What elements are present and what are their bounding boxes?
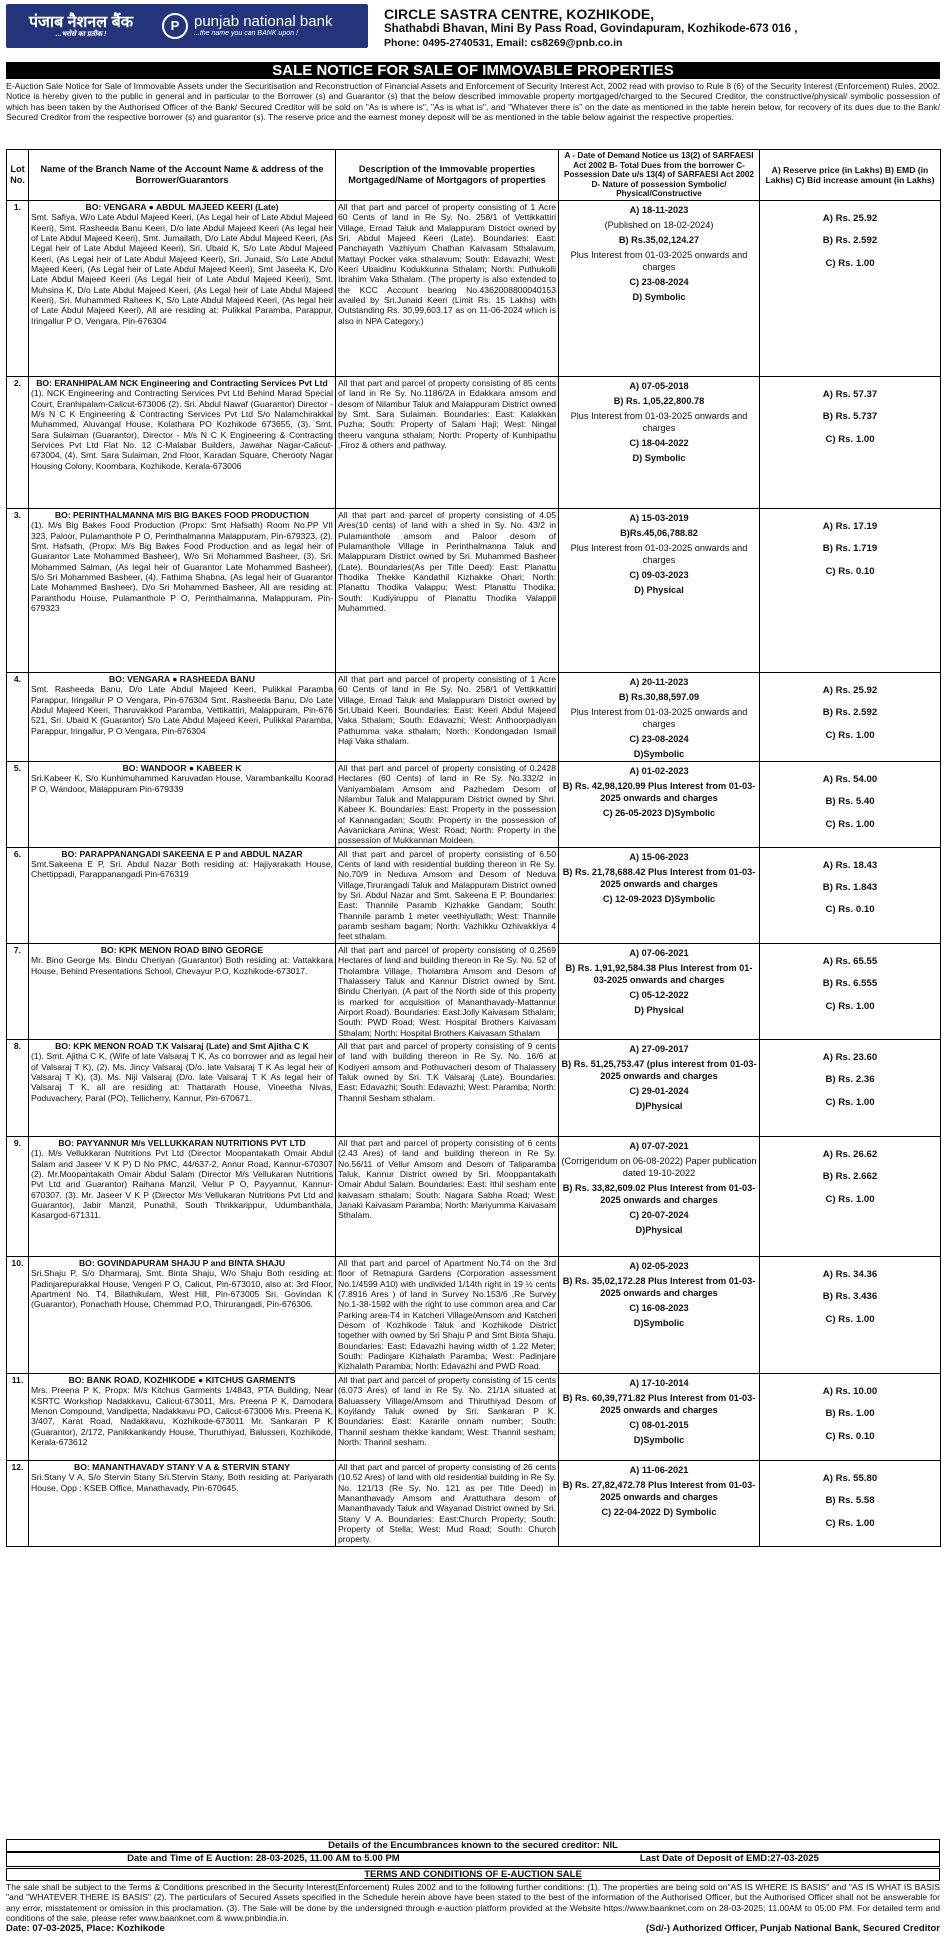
price-line: B) Rs. 2.592 [822,707,878,719]
borrower-guarantors: (1). Smt. Ajitha C K, (Wife of late Valsaraj T K, As co borrower and as legal heir of Valsaraj T K), (2). Ms. Jincy Valsaraj (D/o. late Valsaraj T K As legal heir of Valsaraj T K), (3). Ms. Niji Valsaraj (D/o. late Valsaraj T K As legal heir of Valsaraj T K, all are residing at: Thattarath House, Vineetha Nivas, Poduvachery, Paral (PO), Tellicherry, Kannur, Pin-670671. [31,1051,333,1103]
dates-line: B) Rs.35,02,124.27 [618,234,700,245]
lot-number: 4. [7,672,29,761]
price-line: B) Rs. 5.58 [825,1495,875,1507]
signature-row [6,1924,940,1935]
price-cell [760,1136,941,1256]
borrower-cell [29,1136,336,1256]
property-description: All that part and parcel of property consisting of 15 cents (6.073 Ares) of land in Re Sy. No. 21/1A situated at Baluassery Village/Amsom and Thiruthiyad Desom of Koyilandy Taluk owned by Sri. Sankaran P K. Boundaries: East: Kararile onnam number; South: Thannil sesham thekke kandam; West: Thannil sesham; North: Thannil sesham. [336,1373,559,1460]
price-cell [760,847,941,943]
dates-dues-cell [559,200,760,376]
table-row [7,1039,941,1136]
table-row [7,672,941,761]
logo-hindi-text: पंजाब नैशनल बैंक [28,13,134,31]
dates-line: D)Physical [635,1100,683,1111]
property-description: All that part and parcel of property consisting of 1 Acre 60 Cents of land in Re Sy. No. 258/1 of Vettikkattiri Village, Ernad Taluk and Malappuram District owned by Sri. Abdul Majeed Keeri (Late). Boundaries: East: Panchayath Vazhiyum Chathan Kaivasam Sthalavum, Mattayi Pocker vaka sthalavum; South: Edavazhi; West: Keeri Ubaidinu Kodukkunna Sthalam; North: Puthukolli Ibrahim Vaka Sthalam. (The property is also extended to the KCC Account bearing No.4362008800040153 availed by Sri.Junaid Keeri (Limit Rs. 15 Lakhs) with Outstanding Rs. 30,99,603.17 as on 11-06-2024 which is also in NPA Category.) [336,200,559,376]
table-row [7,847,941,943]
dates-line: A) 02-05-2023 [629,1260,689,1271]
dates-line: A) 15-06-2023 [629,851,689,862]
branch-account-name: BO: PARAPPANANGADI SAKEENA E P and ABDUL NAZAR [61,848,303,859]
borrower-guarantors: Smt. Rasheeda Banu, D/o Late Abdul Majeed Keeri, Pulikkal Paramba Parappur, Iringallur P O Vengara, Pin-676304 Smt. Rasheeda Banu, D/o Late Abdul Majeed Keeri, Tharuvakkod Paramba, Vettikattiri, Malappuram, Pin-676 521, Sri. Ubaid K (Guarantor) S/o Late Abdul Majeed Keeri, Pulikkal Paramba, Parappur, Iringallur, P O Vengara, Pin-676304 [31,684,333,736]
dates-line: C) 16-08-2023 [629,1302,689,1313]
header-dates: A - Date of Demand Notice us 13(2) of SARFAESI Act 2002 B- Total Dues from the borrower C- Possession Date u/s 13(4) of SARFAESI Act 2002 D- Nature of possession Symbolic/ Physical/Constructive [559,150,760,201]
borrower-guarantors: Mrs. Preena P K, Propx: M/s Kitchus Garments 1/4843, PTA Building, Near KSRTC Workshop Nadakkavu, Calicut-673011, Mrs. Preena P K, Damodara Menon Compound, Vandipetta, Nadakkavu PO, Calicut-673006 Mrs. Preena K, 3/407, Karat Road, Nadakkavu, Kozhikode-673011 Mr. Sankaran P K (Guarantor), 2/172, Panikkankandy House, Thuruthiyad, Balusseri, Kozhikode, Kerala-673612 [31,1385,333,1447]
property-description: All that part and parcel of property consisting of 4.05 Ares(10 cents) of land with a shed in Sy. No. 43/2 in Pulamanthole amsom and Paloor desom of Pulamanthole Village in Perinthalmanna Taluk and Malappuram District owned by Sri. Muhammed Basheer (Late). Boundaries(As per Title Deed): East: Planattu Thodika Thekke Kandathil Kizhakke Ohari; North: Planattu Thodika Valappu; West: Planattu Thodika; South: Kudiyiruppu of Planattu Thodika Valappil Muhammed. [336,508,559,672]
price-line: A) Rs. 25.92 [822,212,878,224]
dates-line: B) Rs. 1,91,92,584.38 Plus Interest from 01-03-2025 onwards and charges [565,962,753,985]
date-place: Date: 07-03-2025, Place: Kozhikode [6,1923,165,1934]
borrower-cell [29,376,336,508]
dates-line: Plus Interest from 01-03-2025 onwards and charges [570,706,748,729]
dates-line: A) 07-05-2018 [629,380,689,391]
price-cell [760,1460,941,1546]
branch-account-name: BO: KPK MENON ROAD T.K Valsaraj (Late) and Smt Ajitha C K [55,1040,309,1051]
branch-account-name: BO: PERINTHALMANNA M/S BIG BAKES FOOD PRODUCTION [54,509,310,520]
dates-line: Plus Interest from 01-03-2025 onwards and charges [570,542,748,565]
borrower-guarantors: Smt.Sakeena E P, Sri. Abdul Nazar Both residing at: Hajiyarakath House, Chettippadi, Parappanangadi Pin-676319 [31,859,333,880]
price-cell [760,1039,941,1136]
dates-line: D)Symbolic [633,1434,685,1445]
branch-account-name: BO: KPK MENON ROAD BINO GEORGE [100,944,264,955]
terms-title: TERMS AND CONDITIONS OF E-AUCTION SALE [6,1868,940,1881]
property-description: All that part and parcel of property consisting of 1 Acre 60 Cents of land in Re Sy. No. 258/1 of Vettikkattiri Village, Ernad Taluk and Malappuram District owned by Sri.Ubaid Keeri. Boundaries: East: Keeri Abdul Majeed Vaka Sthalam; South: Edavazhi; West: Anthoorpadiyan Pathumma vaka sthalam; North: Kondongadan Ismail Haji Vaka sthalam. [336,672,559,761]
table-header-row [7,150,941,201]
encumbrances-row: Details of the Encumbrances known to the secured creditor: NIL [6,1839,940,1852]
lot-number: 3. [7,508,29,672]
property-description: All that part and parcel of property consisting of 85 cents of land in Re Sy. No.1186/2A in Edakkara amsom and desom of Nilambur Taluk and Malappuram District owned by Smt. Sara Sulaiman. Boundaries: East: Kalakkan Puzha; South: Property of Salam Haji; West: Ningal theeru vanguna sthalam; North: Property of Kunhipathu ,Firoz & others and pathway. [336,376,559,508]
price-line: A) Rs. 55.80 [822,1472,878,1484]
dates-line: C) 20-07-2024 [629,1209,689,1220]
dates-line: B) Rs. 33,82,609.02 Plus Interest from 01-03-2025 onwards and charges [562,1182,756,1205]
price-line: A) Rs. 17.19 [822,520,878,532]
header-property: Description of the Immovable properties Mortgaged/Name of Mortgagors of properties [336,150,559,201]
table-row [7,1256,941,1373]
dates-line: A) 17-10-2014 [629,1377,689,1388]
branch-account-name: BO: MANANTHAVADY STANY V A & STERVIN STANY [74,1461,290,1472]
price-cell [760,1373,941,1460]
property-description: All that part and parcel of property consisting of 26 cents (10.52 Ares) of land with old residential building in Re Sy. No. 121/13 (Re Sy. No. 121 as per Title Deed) in Mananthavady Amsom and Arattuthara desom of Mananthavady Taluk and Wayanad District owned by Sri. Stany V A. Boundaries: East:Church Property; South: Property of Stella; West: Mud Road; South: Church property. [336,1460,559,1546]
price-line: C) Rs. 1.00 [825,1517,875,1529]
dates-line: C) 05-12-2022 [629,989,689,1000]
price-line: B) Rs. 1.719 [822,543,878,555]
dates-dues-cell [559,1039,760,1136]
borrower-cell [29,672,336,761]
dates-line: A) 07-06-2021 [629,947,689,958]
dates-line: B) Rs. 35,02,172.28 Plus Interest from 01-03-2025 onwards and charges [562,1275,756,1298]
office-contact: Phone: 0495-2740531, Email: cs8269@pnb.co.in [384,37,623,49]
dates-line: D)Physical [635,1224,683,1235]
price-line: A) Rs. 26.62 [822,1148,878,1160]
price-cell [760,761,941,847]
emd-date: Last Date of Deposit of EMD:27-03-2025 [639,1853,819,1864]
dates-line: A) 11-06-2021 [629,1464,689,1475]
dates-line: B) Rs. 1,05,22,800.78 [613,395,705,406]
dates-line: B) Rs. 60,39,771.82 Plus Interest from 01-03-2025 onwards and charges [562,1392,756,1415]
price-line: C) Rs. 0.10 [825,1430,875,1442]
table-row [7,1460,941,1546]
borrower-cell [29,1460,336,1546]
lot-number: 5. [7,761,29,847]
borrower-cell [29,200,336,376]
dates-line: (Corrigendum on 06-08-2022) Paper publication dated 19-10-2022 [561,1155,757,1178]
price-line: A) Rs. 65.55 [822,955,878,967]
property-description: All that part and parcel of property consisting of 6.50 Cents of land with residential building thereon in Re Sy. No.70/9 in Neduva Amsom and Desom of Neduva Village,Tirurangadi Taluk and Malappuram District owned by Sri. Abdul Nazar and Smt. Sakeena E P. Boundaries: East: Thannile Paramb Kizhakke Gandam; South: Thannile paramb 1 meter veethiyullath; West: Thannile paramb sesham bagam; North: Vazhikku Ozhivakkiya 4 feet sthalam. [336,847,559,943]
dates-line: B)Rs.45,06,788.82 [620,527,698,538]
borrower-cell [29,1373,336,1460]
price-line: B) Rs. 3.436 [822,1291,878,1303]
branch-account-name: BO: VENGARA ● RASHEEDA BANU [109,673,255,684]
lot-number: 9. [7,1136,29,1256]
price-line: C) Rs. 1.00 [825,1193,875,1205]
borrower-cell [29,761,336,847]
table-row [7,1373,941,1460]
borrower-cell [29,508,336,672]
borrower-guarantors: Sri.Shaju P, S/o Dharmaraj, Smt. Binta Shaju, W/o Shaju Both residing at: Padinjarepurakkal House, Vengeri P O, Calicut, Pin-673010, also at: 3rd Floor, Apartment No. T4, Bilathikulam, West Hill, Pin-673005 Sri. Govindan K (Guarantor), Ponachath House, Chemmad P.O, Thirurangadi, Pin-676306. [31,1268,333,1310]
borrower-cell [29,1256,336,1373]
dates-line: A) 01-02-2023 [629,765,689,776]
price-line: B) Rs. 5.737 [822,411,878,423]
dates-line: D)Symbolic [633,748,685,759]
price-line: C) Rs. 1.00 [825,257,875,269]
borrower-guarantors: Mr. Bino George Ms. Bindu Cheriyan (Guarantor) Both residing at: Vattakkara House, Behind Presentations School, Chevayur P.O, Kozhikode-673017. [31,955,333,976]
dates-line: C) 09-03-2023 [629,569,689,580]
price-line: B) Rs. 1.00 [825,1408,875,1420]
branch-account-name: BO: WANDOOR ● KABEER K [122,762,242,773]
dates-line: B) Rs. 21,78,688.42 Plus Interest from 01-03-2025 onwards and charges [562,866,756,889]
dates-line: C) 26-05-2023 D)Symbolic [602,807,716,818]
borrower-guarantors: Sri.Stany V A, S/o Stervin Stany Sri.Stervin Stany, Both residing at: Pariyarath House, Opp : KSEB Office, Manathavady, Pin-670645. [31,1472,333,1493]
price-line: C) Rs. 0.10 [825,565,875,577]
lot-number: 2. [7,376,29,508]
notice-header [6,4,940,70]
price-line: B) Rs. 2.592 [822,235,878,247]
header-branch: Name of the Branch Name of the Account Name & address of the Borrower/Guarantors [29,150,336,201]
borrower-cell [29,943,336,1039]
lot-number: 6. [7,847,29,943]
dates-line: C) 18-04-2022 [629,437,689,448]
lot-number: 1. [7,200,29,376]
auction-date: Date and Time of E Auction: 28-03-2025, 11.00 AM to 5.00 PM [127,1853,400,1864]
price-cell [760,943,941,1039]
dates-dues-cell [559,376,760,508]
table-row [7,508,941,672]
property-description: All that part and parcel of property consisting of 6 cents (2.43 Ares) of land and building thereon in Re Sy. No.56/11 of Vellur Amsom and Desom of Taliparamba Taluk, Kannur District owned by Sri. Mooppantakath Omair Abdul Salam. Boundaries: East: Ithil sesham ente kaivasam sthalam; South: Nagara Sabha Road; West: Janaki Kaivasam Paramba; North: Mariyumma Kaivasam Sthalam. [336,1136,559,1256]
borrower-cell [29,1039,336,1136]
lot-number: 12. [7,1460,29,1546]
dates-line: D)Symbolic [633,1317,685,1328]
borrower-guarantors: Smt. Safiya, W/o Late Abdul Majeed Keeri, (As Legal heir of Late Abdul Majeed Keeri), Smt. Rasheeda Banu Keeri, D/o late Abdul Majeed Keeri (As legal heir of Late Abdul Majeed Keeri), Smt. Jumailath, D/o Late Abdul Majeed Keeri, (As Legal heir of Late Abdul Majeed Keeri), Sri. Ubaid K, S/o Late Abdul Majeed Keeri, (As Legal heir of Late Abdul Majeed Keeri), Sri. Junaid, S/o Late Abdul Majeed Keeri, (As Legal heir of Late Abdul Majeed Keeri), Smt Jaseela K, D/o Late Abdul Majeed Keeri (As Legal heir of Late Abdul Majeed Keeri), Smt. Muhsina K, D/o Late Abdul Majeed Keeri, (As Legal heir of Late Abdul Majeed Keeri), Sri. Muhammed Rahees K, S/o Late Abdul Majeed Keeri, (As legal heir of Late Abdul Majeed Keeri), All are residing at: Pulikkal Paramba, Parappur, Iringallur P O, Vengara, Pin-676304 [31,212,333,326]
table-row [7,1136,941,1256]
property-description: All that part and parcel of property consisting of 9 cents of land with building thereon in Re Sy. No. 16/6 at Kodiyeri amsom and Pothuvacheri desom of Thalassery Taluk owned by Sri. T.K Valsaraj (Late). Boundaries: East: Edavazhi; South: Edavazhi; West: Paramba; North: Thannil Sesham sthalam. [336,1039,559,1136]
dates-dues-cell [559,672,760,761]
borrower-guarantors: (1). NCK Engineering and Contracting Services Pvt Ltd Behind Marad Special Court, Eranhipalam-Calicut-673006 (2). Sri. Abdul Nawaf (Guarantor) Director - M/s N C K Engineering & Contracting Services Pvt Ltd S/o Nalamchirakkal Muhammed, Aluvangal House, Kolathara PO Kozhikode 673655, (3). Smt. Sara Sulaiman (Guarantor), Director - M/s N C K Engineering & Contracting Services Pvt Ltd Flat No. 12 C-Malabar Builders, Jawahar Nagar-Calicut-673004, (4). Smt. Sara Sulaiman, 2nd Floor, Karadan Square, Cherooty Nagar Housing Colony, Koombara, Kozhikode, Kerala-673006 [31,388,333,471]
borrower-guarantors: (1). M/s Big Bakes Food Production (Propx: Smt Hafsath) Room No.PP VII 323, Paloor, Pulamanthole P O, Perinthalmanna Malappuram, Pin-679323, (2). Smt. Hafsath, (Propx: M/s Big Bakes Food Production and as legal heir of Guarantor Late Mohammed Basheer), W/o Sri Mohammed Basheer, (3). Sri. Mohammed Salman, (As legal heir of Guarantor Late Mohammed Basheer), S/o Sri Mohammed Basheer, (4). Fathima Shabna, (As legal heir of Guarantor Late Mohammed Basheer), D/o Sri Mohammed Basheer, All are residing at: Paranthodu House, Pulamanthole P O, Perinthalmanna, Malappuram, Pin-679323 [31,520,333,614]
price-line: A) Rs. 57.37 [822,388,878,400]
price-line: C) Rs. 1.00 [825,1313,875,1325]
price-line: A) Rs. 10.00 [822,1385,878,1397]
dates-line: A) 15-03-2019 [629,512,689,523]
dates-line: D) Symbolic [632,291,686,302]
dates-line: C) 29-01-2024 [629,1085,689,1096]
price-line: B) Rs. 2.36 [825,1074,875,1086]
price-line: C) Rs. 1.00 [825,1096,875,1108]
branch-account-name: BO: GOVINDAPURAM SHAJU P and BINTA SHAJU [78,1257,286,1268]
dates-line: C) 08-01-2015 [629,1419,689,1430]
price-line: C) Rs. 0.10 [825,904,875,916]
dates-line: A) 18-11-2023 [629,204,689,215]
property-description: All that part and parcel of Apartment No.T4 on the 3rd floor of Retnapura Gardens (Corporation assessment No.1/4599 A10) with undivided 1/14th right in 19 ½ cents (7.8916 Ares ) of land in Survey No.153/6 ,Re Survey No.1-38-1592 with the right to use common area and Car Parking area-T4 in Katcheri Village/Amsom and Katcheri Desom of Kozhikode Taluk and Kozhikode District together with owned by Sri Shaju P and Smt Binta Shaju. Boundaries: East: Edavazhi having width of 1.22 Meter; South: Padinjare Kizhalath Paramba; West: Padinjare Kizhalath Paramba; North: Edavazhi and PWD Road. [336,1256,559,1373]
dates-line: B) Rs. 42,98,120.99 Plus Interest from 01-03-2025 onwards and charges [562,780,756,803]
price-line: A) Rs. 18.43 [822,859,878,871]
header-price: A) Reserve price (in Lakhs) B) EMD (in Lakhs) C) Bid increase amount (in Lakhs) [760,150,941,201]
dates-line: B) Rs. 27,82,472.78 Plus Interest from 01-03-2025 onwards and charges [562,1479,756,1502]
branch-account-name: BO: VENGARA ● ABDUL MAJEED KEERI (Late) [85,201,279,212]
dates-dues-cell [559,1373,760,1460]
price-line: B) Rs. 2.662 [822,1171,878,1183]
office-address-block [384,6,940,50]
dates-line: C) 12-09-2023 D)Symbolic [602,893,716,904]
property-description: All that part and parcel of property consisting of 0.2569 Hectares of land and building thereon in Re Sy. No. 52 of Tholambra Village, Tholambra Amsom and Desom of Thalassery Taluk and Kannur District owned by Smt. Bindu Cheriyan. (A part of the North side of this property is marked for acquisition of Mananthavady-Mattannur Airport Road). Boundaries: East:Jolly Kaivasam Sthalam; South: PWD Road; West: Hospital Brothers Kaivasam Sthalam; North: Hospital Brothers Kaivasam Sthalam [336,943,559,1039]
branch-account-name: BO: BANK ROAD, KOZHIKODE ● KITCHUS GARMENTS [68,1374,296,1385]
dates-line: D) Physical [634,1004,684,1015]
branch-account-name: BO: ERANHIPALAM NCK Engineering and Contracting Services Pvt Ltd [36,377,328,388]
borrower-guarantors: (1). M/s Vellukkaran Nutritions Pvt Ltd (Director Moopantakath Omair Abdul Salam and Jaseer V K P) D No PMC, 44/637-2, Annur Road, Kannur-670307 (2). Mr.Moopantakath Omair Abdul Salam (Director M/s Vellukaran Nutritions Pvt Ltd and Guarantor) Raihana Manzil, Vellur P O, Payyannur, Kannur-670307. (3). Mr. Jaseer V K P (Director M/s Vellukaran Nutritions Pvt Ltd and Guarantor), Jabir Manzil, Punathil, South Thrikkarippur, Udumbanthala, Kasargod-671311. [31,1148,333,1221]
dates-line: C) 22-04-2022 D) Symbolic [601,1506,717,1517]
dates-dues-cell [559,943,760,1039]
price-line: B) Rs. 6.555 [822,978,878,990]
lot-number: 7. [7,943,29,1039]
lot-number: 11. [7,1373,29,1460]
dates-line: D) Symbolic [632,452,686,463]
price-line: B) Rs. 5.40 [825,796,875,808]
dates-line: Plus Interest from 01-03-2025 onwards and charges [570,410,748,433]
price-line: A) Rs. 25.92 [822,684,878,696]
pnb-emblem-icon: P [162,13,188,39]
logo-hindi-tagline: ...भरोसे का प्रतीक ! [55,30,107,38]
lot-number: 10. [7,1256,29,1373]
dates-line: A) 27-09-2017 [629,1043,689,1054]
property-table [6,149,941,1547]
dates-line: B) Rs.30,88,597.09 [618,691,700,702]
dates-line: D) Physical [634,584,684,595]
property-description: All that part and parcel of property consisting of 0.2428 Hectares (60 Cents) of land in Re Sy. No.332/2 in Vaniyambalam Amsom and Pazhedam Desom of Nilambur Taluk and Malappuram District owned by Shri. Kabeer K. Boundaries: East: Property in the possession of Kannangadan; South: Property in the possession of Aavanickara Amina; West: Road; North: Property in the possession of Mukkannan Moideen. [336,761,559,847]
office-address: Shathabdi Bhavan, Mini By Pass Road, Govindapuram, Kozhikode-673 016 , [384,23,798,35]
dates-dues-cell [559,1256,760,1373]
price-cell [760,376,941,508]
borrower-cell [29,847,336,943]
table-row [7,761,941,847]
office-name: CIRCLE SASTRA CENTRE, KOZHIKODE, [384,6,655,22]
auction-dates-row [6,1852,940,1867]
dates-dues-cell [559,847,760,943]
borrower-guarantors: Sri.Kabeer K, S/o Kunhimuhammed Karuvadan House, Varambankallu Koorad P O, Wandoor, Malappuram Pin-679339 [31,773,333,794]
dates-dues-cell [559,1460,760,1546]
price-line: A) Rs. 54.00 [822,773,878,785]
price-line: C) Rs. 1.00 [825,818,875,830]
table-row [7,943,941,1039]
signatory: (Sd/-) Authorized Officer, Punjab National Bank, Secured Creditor [645,1923,940,1934]
dates-line: (Published on 18-02-2024) [604,219,714,230]
terms-paragraph: The sale shall be subject to the Terms & Conditions prescribed in the Security Interest(Enforcement) Rules 2002 and to the following further conditions: (1). The properties are being sold on"AS IS WHERE IS BASIS" and "AS IS WHAT IS BASIS "and "WHATEVER THERE IS BASIS" (2). The particulars of Secured Assets specified in the Schedule herein above have been stated to the best of the information of the Authorised Officer, but the Authorised Officer shall not be answerable for any error, misstatement or omission in this proclamation. (3). The Sale will be done by the undersigned through e-auction platform provided at the Website https://www.baanknet.com on 28-03-2025; 11.00AM to 05:00 PM. For detailed term and conditions of the sale, please refer www.baanknet.com & www.pnbindia.in. [6,1882,940,1924]
price-line: C) Rs. 1.00 [825,433,875,445]
header-lot: Lot No. [7,150,29,201]
intro-paragraph: E-Auction Sale Notice for Sale of Immovable Assets under the Securitisation and Reconstruction of Financial Assets and Enforcement of Security Interest Act, 2002 read with proviso to Rule 8 (6) of the Security Interest (Enforcement) Rules, 2002. Notice is hereby given to the public in general and in particular to the Borrower (s) and Guarantor (s) that the below described immovable property mortgaged/charged to the Secured Creditor, the constructive/physical/ symbolic possession of which has been taken by the Authorised Officer of the Bank/ Secured Creditor will be sold on "As is where is", "As is what is", and "Whatever there is" on the date as mentioned in the table herein below, for recovery of its dues due to the Bank/ Secured Creditor from the respective borrower (s) and guarantor (s). The reserve price and the earnest money deposit will be as mentioned in the table below against the respective properties. [6,81,940,123]
pnb-logo [6,4,368,48]
price-line: A) Rs. 34.36 [822,1268,878,1280]
price-line: C) Rs. 1.00 [825,1000,875,1012]
dates-dues-cell [559,508,760,672]
dates-line: C) 23-08-2024 [629,276,689,287]
dates-line: A) 07-07-2021 [629,1140,689,1151]
price-cell [760,672,941,761]
dates-dues-cell [559,1136,760,1256]
notice-title: SALE NOTICE FOR SALE OF IMMOVABLE PROPERTIES [6,62,940,79]
price-cell [760,1256,941,1373]
price-cell [760,200,941,376]
dates-line: Plus Interest from 01-03-2025 onwards and charges [570,249,748,272]
dates-line: C) 23-08-2024 [629,733,689,744]
price-line: A) Rs. 23.60 [822,1051,878,1063]
dates-line: A) 20-11-2023 [629,676,689,687]
logo-tagline: ...the name you can BANK upon ! [194,30,298,38]
lot-number: 8. [7,1039,29,1136]
branch-account-name: BO: PAYYANNUR M/s VELLUKKARAN NUTRITIONS PVT LTD [58,1137,306,1148]
table-row [7,200,941,376]
price-line: C) Rs. 1.00 [825,729,875,741]
table-row [7,376,941,508]
dates-line: B) Rs. 51,25,753.47 (plus interest from 01-03-2025 onwards and charges [561,1058,757,1081]
price-cell [760,508,941,672]
dates-dues-cell [559,761,760,847]
price-line: B) Rs. 1.843 [822,882,878,894]
logo-english-text: punjab national bank [194,13,333,31]
